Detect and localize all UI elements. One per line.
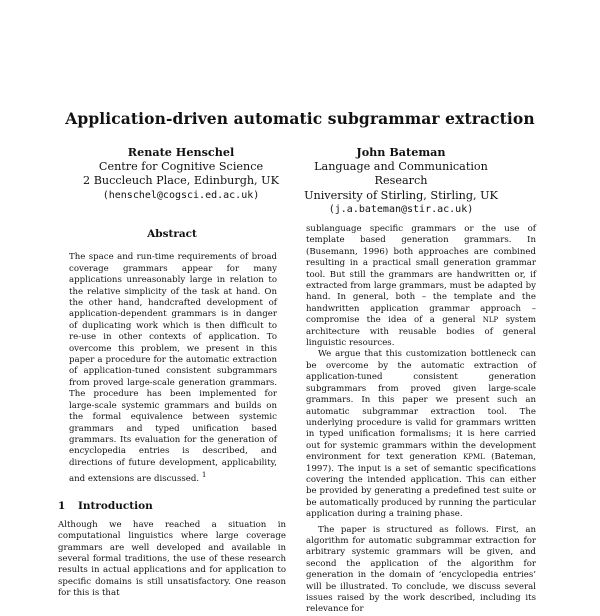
author-name: Renate Henschel	[127, 145, 235, 159]
paper-title: Application-driven automatic subgrammar extraction	[65, 109, 535, 128]
right-column	[306, 224, 536, 616]
author-block-2	[286, 145, 516, 218]
paragraph-text: sublanguage specific grammars or the use of template based generation grammars. In (Busemann, 1996) both approaches are combined resulting in a practical small generation grammar tool. But still the grammars are handwritten or, if extracted from large grammars, must be adapted by hand. In general, both – the template and the handwritten application grammar approach – compromise the idea of a general	[306, 224, 536, 326]
author-address: 2 Buccleuch Place, Edinburgh, UK	[83, 174, 279, 188]
paragraph-text: system architecture with reusable bodies of general linguistic resources.	[306, 315, 536, 349]
body-paragraph-2	[306, 349, 536, 520]
paragraph-text: (Bateman, 1997). The input is a set of semantic specifications covering the intended application. This can either be provided by generating a predefined test suite or be automatically produced by running the particular application during a training phase.	[306, 452, 537, 520]
section-number: 1	[58, 500, 66, 513]
acronym-kpml: KPML	[463, 453, 485, 462]
author-email: (henschel@cogsci.ed.ac.uk)	[102, 189, 260, 201]
author-affiliation: Language and Communication Research	[314, 159, 488, 188]
author-name: John Bateman	[356, 145, 446, 159]
intro-paragraph: Although we have reached a situation in computational linguistics where large coverage grammars are well developed and available in several formal traditions, the use of these research results in actual applications and for application to specific domains is still unsatisfactory. One reason for this is that	[58, 519, 286, 599]
abstract-heading: Abstract	[147, 228, 197, 240]
author-block-1	[78, 145, 284, 203]
acronym-nlp: NLP	[482, 316, 499, 325]
body-paragraph-3: The paper is structured as follows. First, an algorithm for automatic subgrammar extraction for arbitrary systemic grammars will be given, and second the application of the algorithm for generation in the domain of ‘encyclopedia entries’ will be illustrated. To conclude, we discuss several issues raised by the work described, including its relevance for	[306, 524, 536, 615]
paragraph-text: We argue that this customization bottleneck can be overcome by the automatic extraction of application-tuned consistent generation subgrammars from proved given large-scale grammars. In this paper we present such an automatic subgrammar extraction tool. The underlying procedure is valid for grammars written in typed unification formalisms; it is here carried out for systemic grammars within the development environment for text generation	[306, 349, 536, 463]
section-title: Introduction	[78, 500, 153, 513]
section-heading-introduction	[58, 501, 286, 512]
body-paragraph-1	[306, 224, 536, 349]
author-affiliation: Centre for Cognitive Science	[98, 159, 264, 173]
abstract-body: The space and run-time requirements of broad coverage grammars appear for many applications unreasonably large in relation to the relative simplicity of the task at hand. On the other hand, handcrafted development of application-dependent grammars is in danger of duplicating work which is then difficult to re-use in other contexts of application. To overcome this problem, we present in this paper a procedure for the automatic extraction of application-tuned consistent subgrammars from proved large-scale generation grammars. The procedure has been implemented for large-scale systemic grammars and builds on the formal equivalence between systemic grammars and typed unification based grammars. Its evaluation for the generation of encyclopedia entries is described, and directions of future development, applicability, and extensions are discussed.	[69, 252, 277, 484]
abstract-text	[69, 252, 277, 485]
left-column	[58, 222, 286, 600]
author-address: University of Stirling, Stirling, UK	[304, 188, 498, 202]
author-email: (j.a.bateman@stir.ac.uk)	[328, 204, 474, 216]
footnote-marker: 1	[201, 470, 207, 480]
